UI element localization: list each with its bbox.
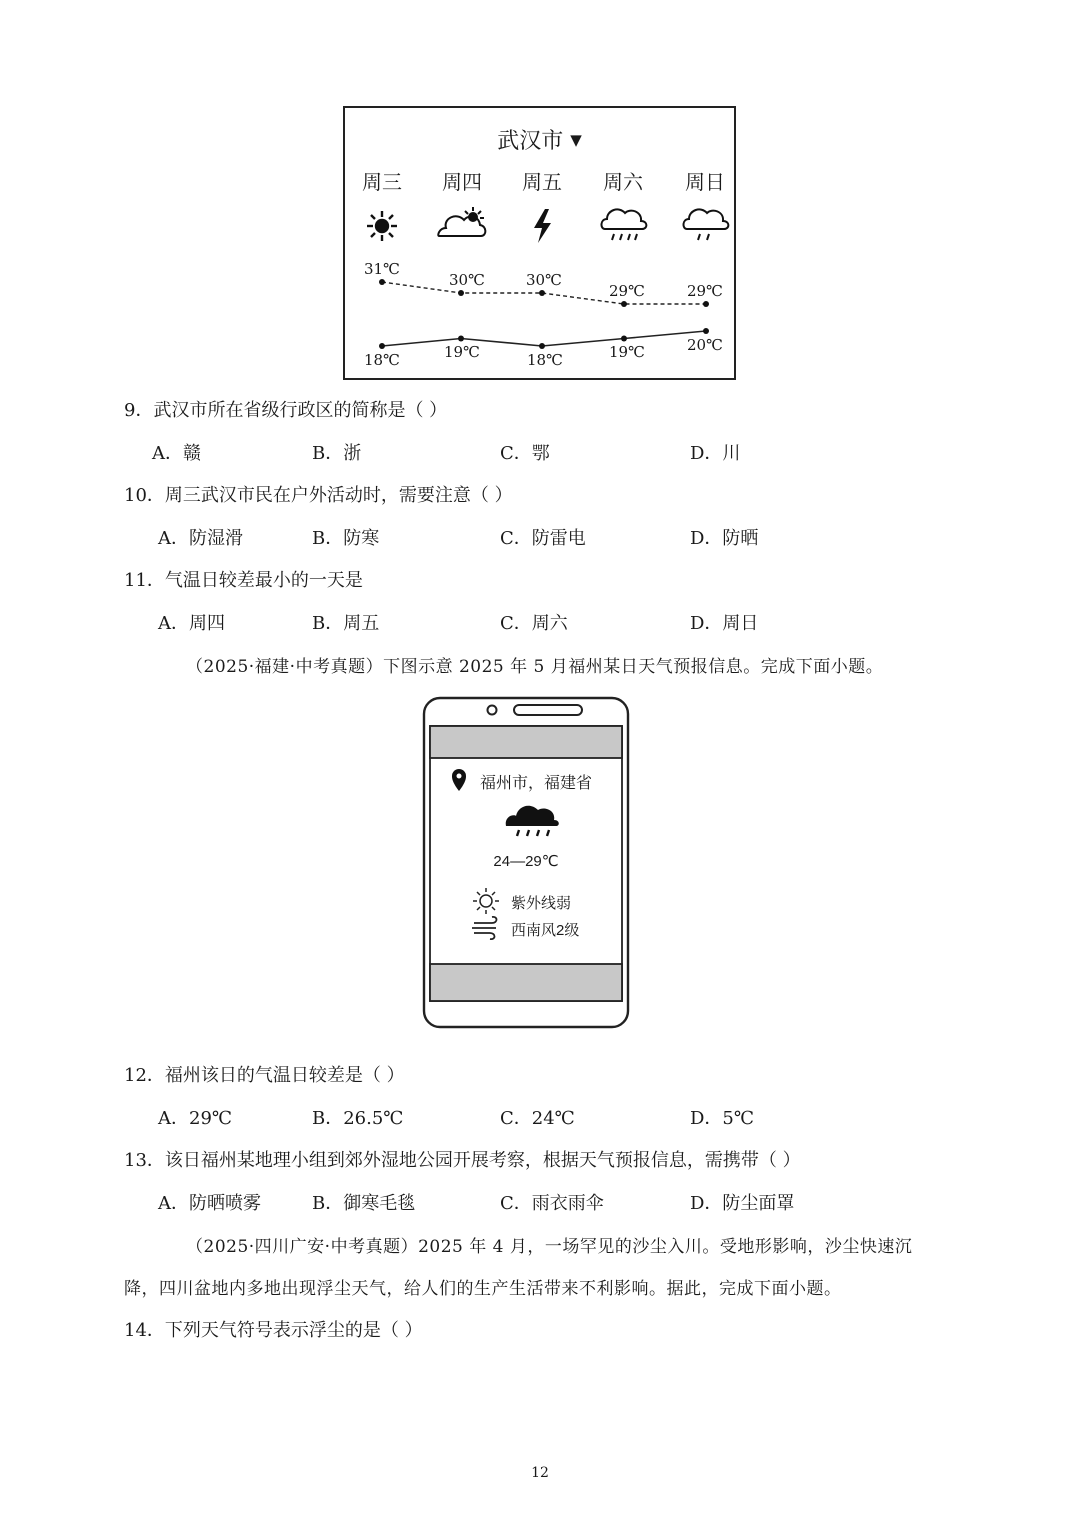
option-b: B．26.5℃ — [312, 1108, 404, 1129]
option-b: B．防寒 — [312, 528, 380, 549]
high-temp-point — [458, 290, 464, 296]
option-a: A．防晒喷雾 — [158, 1193, 261, 1214]
option-d: D．5℃ — [690, 1108, 755, 1129]
low-temp-label: 20℃ — [687, 336, 723, 354]
low-temp-label: 19℃ — [609, 343, 645, 361]
high-temp-label: 30℃ — [526, 271, 562, 289]
location-text: 福州市，福建省 — [480, 775, 593, 792]
low-temp-point — [621, 336, 627, 342]
rain-icon — [683, 209, 728, 240]
high-temp-label: 30℃ — [449, 271, 485, 289]
thunder-icon — [534, 209, 551, 243]
phone-weather-figure — [422, 696, 630, 1029]
day-label: 周日 — [685, 170, 725, 194]
high-temp-point — [703, 301, 709, 307]
low-temp-point — [379, 343, 385, 349]
option-d: D．防晒 — [690, 528, 759, 549]
low-temp-point — [458, 336, 464, 342]
option-d: D．防尘面罩 — [690, 1193, 795, 1214]
sichuan-intro-line1: （2025·四川广安·中考真题）2025 年 4 月，一场罕见的沙尘入川。受地形影响，沙尘快速沉 — [186, 1237, 913, 1257]
day-label: 周四 — [442, 170, 482, 194]
option-b: B．周五 — [312, 613, 380, 634]
question-10-stem: 10．周三武汉市民在户外活动时，需要注意（ ） — [124, 485, 513, 506]
forecast-graphics — [345, 108, 734, 378]
option-b: B．御寒毛毯 — [312, 1193, 416, 1214]
high-temp-point — [539, 290, 545, 296]
partly-cloudy-icon — [438, 207, 485, 236]
triangle-down-icon: ▼ — [570, 131, 582, 149]
day-label: 周三 — [362, 170, 402, 194]
question-9-stem: 9．武汉市所在省级行政区的简称是（ ） — [124, 400, 448, 421]
option-b: B．浙 — [312, 443, 362, 464]
day-label: 周五 — [522, 170, 562, 194]
option-a: A．防湿滑 — [158, 528, 243, 549]
high-temp-label: 29℃ — [687, 282, 723, 300]
option-a: A．周四 — [158, 613, 225, 634]
option-d: D．川 — [690, 443, 741, 464]
low-temp-label: 18℃ — [364, 351, 400, 369]
option-a: A．29℃ — [158, 1108, 233, 1129]
low-temp-label: 19℃ — [444, 343, 480, 361]
page-number: 12 — [531, 1465, 549, 1481]
question-12-stem: 12．福州该日的气温日较差是（ ） — [124, 1065, 405, 1086]
question-13-stem: 13．该日福州某地理小组到郊外湿地公园开展考察，根据天气预报信息，需携带（ ） — [124, 1150, 801, 1171]
question-11-stem: 11．气温日较差最小的一天是 — [124, 570, 363, 591]
rain-icon — [601, 209, 646, 240]
wuhan-weather-figure — [343, 106, 736, 380]
high-temp-point — [379, 279, 385, 285]
high-temp-point — [621, 301, 627, 307]
option-c: C．鄂 — [500, 443, 550, 464]
sichuan-intro-line2: 降，四川盆地内多地出现浮尘天气，给人们的生产生活带来不利影响。据此，完成下面小题。 — [124, 1279, 842, 1299]
option-c: C．雨衣雨伞 — [500, 1193, 604, 1214]
high-temp-label: 29℃ — [609, 282, 645, 300]
temp-range: 24—29℃ — [493, 853, 559, 870]
city-name: 武汉市 — [497, 129, 564, 154]
wind-text: 西南风2级 — [511, 922, 580, 939]
option-c: C．防雷电 — [500, 528, 586, 549]
fuzhou-intro: （2025·福建·中考真题）下图示意 2025 年 5 月福州某日天气预报信息。完成下面小题。 — [186, 657, 884, 677]
day-label: 周六 — [603, 170, 643, 194]
option-c: C．24℃ — [500, 1108, 575, 1129]
option-d: D．周日 — [690, 613, 759, 634]
question-14-stem: 14．下列天气符号表示浮尘的是（ ） — [124, 1320, 423, 1341]
low-temp-point — [703, 328, 709, 334]
low-temp-label: 18℃ — [527, 351, 563, 369]
low-temp-line — [382, 331, 706, 346]
low-temp-point — [539, 343, 545, 349]
high-temp-label: 31℃ — [364, 260, 400, 278]
option-c: C．周六 — [500, 613, 568, 634]
option-a: A．赣 — [152, 443, 201, 464]
uv-text: 紫外线弱 — [511, 895, 572, 912]
sun-icon — [367, 211, 397, 241]
